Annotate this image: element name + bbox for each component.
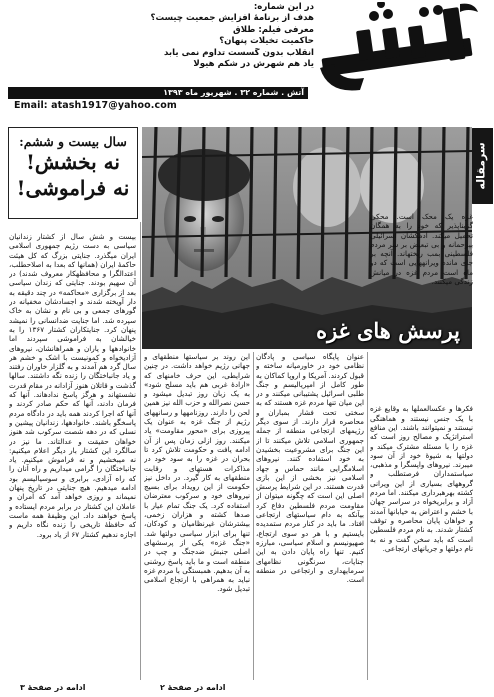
headline-sub: سال بیست و ششم: (19, 134, 127, 149)
article-column-2 (144, 352, 250, 678)
issue-bar: آتش . شماره ۳۲ . شهریور ماه ۱۳۹۳ (8, 87, 308, 99)
toc-item: یاد هم شهرش در شکم هیولا (193, 59, 314, 70)
headline-line-1: نه بخشش! (26, 150, 120, 174)
headline-line-2: نه فراموشی! (16, 176, 130, 200)
toc-item: انقلاب بدون گسست تداوم نمی یابد (163, 47, 314, 58)
article-column-3 (256, 352, 364, 678)
article-column-1 (9, 232, 136, 678)
section-tab (469, 128, 493, 204)
article-text: غزه یک محک است. محکی گزیناپذیر که خود را به همگان تحمیل میکند. آدمکشان اسرائیلی بیرحمانه و بی تبعیض بر سر مردم فلسطینی بمب ریختهاند. آنچه بر جای مانده ویرانههایی است که دو ماه است مردم غزه در میانش زندگی میکنند. (370, 212, 473, 287)
atash-logo (314, 2, 482, 98)
column-divider (367, 352, 368, 680)
toc-item: حاکمیت تخیلات پنهان؟ (219, 36, 314, 47)
table-of-contents (14, 2, 314, 70)
contact-email: Email: atash1917@yahoo.com (14, 100, 177, 111)
toc-item: معرفی فیلم: طلاق (233, 24, 314, 35)
article-text: عنوان پایگاه سیاسی و پادگان نظامی خود در خاورمیانه ساخته و قبول کردند. آمریکا و اروپا کماکان به طور کامل از امپریالیسم و جنگ طلبی اسرائیل پشتیبانی میکنند و در این میان تنها مردم غزه هستند که به سختی تحت فشار بمباران و محاصره قرار دارند. از سوی دیگر رژیمهای ارتجاعی منطقه از جمله جمهوری اسلامی تلاش میکنند تا از این جنگ برای مشروعیت بخشیدن به خود استفاده کنند. نیروهای اسلامگرایی مانند حماس و جهاد اسلامی نیز بخشی از این بازی قدرت هستند. در این شرایط پرسش اصلی این است که چگونه میتوان از مقاومت مردم فلسطین دفاع کرد بیآنکه به دام سیاستهای ارتجاعی افتاد. ما باید در کنار مردم ستمدیده بایستیم و با هر دو سوی ارتجاع، صهیونیسم و اسلام سیاسی، مبارزه کنیم. تنها راه پایان دادن به این جنایات، سرنگونی نظامهای سرمایهداری و ارتجاعی در منطقه است. (256, 352, 364, 585)
continued-on-link: ادامه در صفحهٔ ۳ (20, 683, 86, 692)
article-column-4 (370, 212, 473, 678)
article-text: بیست و شش سال از کشتار زندانیان سیاسی به دست رژیم جمهوری اسلامی ایران میگذرد. جنایتی بزرگ که کل هیئت حاکمهٔ ایران (همانها که بعدا به اصلاحطلب، اعتدالگرا و محافظهکار معروف شدند) در آن سهیم بودند. جنایتی که زندان سیاسی بعد از برگزاری «محاکمه» در چند دقیقه به دار آویخته شدند و اجسادشان مخفیانه در گورهای جمعی و بی نام و نشان به خاک سپرده شد. اما جنایت ضدانسانی را نمیشد پنهان کرد. جنایتکاران کشتار ۱۳۶۷ را به خیالشان به فراموشی سپردند اما خانوادهها و یاران و همراهانشان، نیروهای آزادیخواه و کمونیست با اشک و خشم هر سال گرد هم آمدند و به گلزار خاوران رفتند و یاد جانباختگان را زنده نگه داشتند. سالها گذشت و قاتلان هنوز آزادانه در مقام قدرت نشستهاند و هرگز پاسخ ندادهاند. آنها که فرمان دادند، آنها که حکم صادر کردند و آنها که اجرا کردند همه باید در دادگاه مردم پاسخگو باشند. خانوادهها، زندانیان پیشین و نسلی که در دهه شصت سرکوب شد هنوز خواهان حقیقت و عدالتاند. ما نیز در سالگرد این کشتار بار دیگر اعلام میکنیم: نه میبخشیم و نه فراموش میکنیم. یاد جانباختگان را گرامی میداریم و راه آنان را که راه آزادی، برابری و سوسیالیسم بود ادامه میدهیم. هیچ جنایتی در تاریخ پنهان نمیماند و روزی خواهد آمد که آمران و عاملان این کشتار در برابر مردم ایستاده و پاسخ خواهند داد. این وظیفهٔ همه ماست که حافظهٔ تاریخی را زنده نگاه داریم و اجازه ندهیم کشتار ۶۷ از یاد برود. (9, 232, 136, 539)
column-divider (253, 352, 254, 680)
hero-caption: پرسش های غزه (316, 318, 460, 343)
article-text: فکرها و عکسالعملها به وقایع غزه با یک جنس نیستند و هماهنگی نیستند و نمیتوانند باشند. این منافع استراتژیک و مصالح روز است که غزه را با مسئله مشترک میکند و دولتها به شیوهٔ خود از آن سود میبرند. نیروهای واپسگرا و مذهبی، سیاستمداران فرصتطلب و گروههای بسیاری از این ویرانی کشته بهرهبرداری میکنند. اما مردم آزاد و برابریخواه در سراسر جهان با خشم و اعتراض به خیابانها آمدند و خواهان پایان محاصره و توقف کشتار شدند. به نام مردم فلسطین است که باید سخن گفت و نه به نام دولتها و جریانهای ارتجاعی. (370, 404, 473, 553)
masthead (0, 0, 494, 112)
article-text: این روند بر سیاستها منطقهای و جهانی رژیم خواهد داشت. در چنین شرایطی، این حرف خامنهای که «ارادهٔ غربی هم باید مسلح شود» به یک زبان روز تبدیل میشود و حسن نصرالله و حزب الله نیز همین لحن را دارند. روزنامهها و رسانههای رژیم از جنگ غزه به عنوان یک پیروزی برای «محور مقاومت» یاد میکنند. روز ازلی زمان پس از آن ادامه یافت و حکومت تلاش کرد تا بحران در غزه را به سود خود در مذاکرات هستهای و رقابت منطقهای به کار گیرد. در داخل نیز حکومت از این رویداد برای بسیج نیروهای خود و سرکوب معترضان استفاده کرد. یک جنگ تمام عیار با صدها کشته و هزاران زخمی، بیشترشان غیرنظامیان و کودکان، تنها برای ابزار سیاسی دولتها شد. «جنگ غزه» یکی از پرسشهای اصلی جنبش ضدجنگ و چپ در منطقه است و ما باید پاسخ روشنی به آن بدهیم. همبستگی با مردم غزه نباید به همراهی با ارتجاع اسلامی تبدیل شود. (144, 352, 250, 594)
continued-on-link: ادامه در صفحهٔ ۲ (160, 683, 226, 692)
column-divider (140, 222, 141, 680)
toc-item: هدف از برنامهٔ افزایش جمعیت چیست؟ (150, 13, 314, 24)
headline-box (8, 127, 138, 219)
toc-heading: در این شماره: (253, 2, 314, 12)
section-tab-label: سرمقاله (474, 142, 488, 190)
